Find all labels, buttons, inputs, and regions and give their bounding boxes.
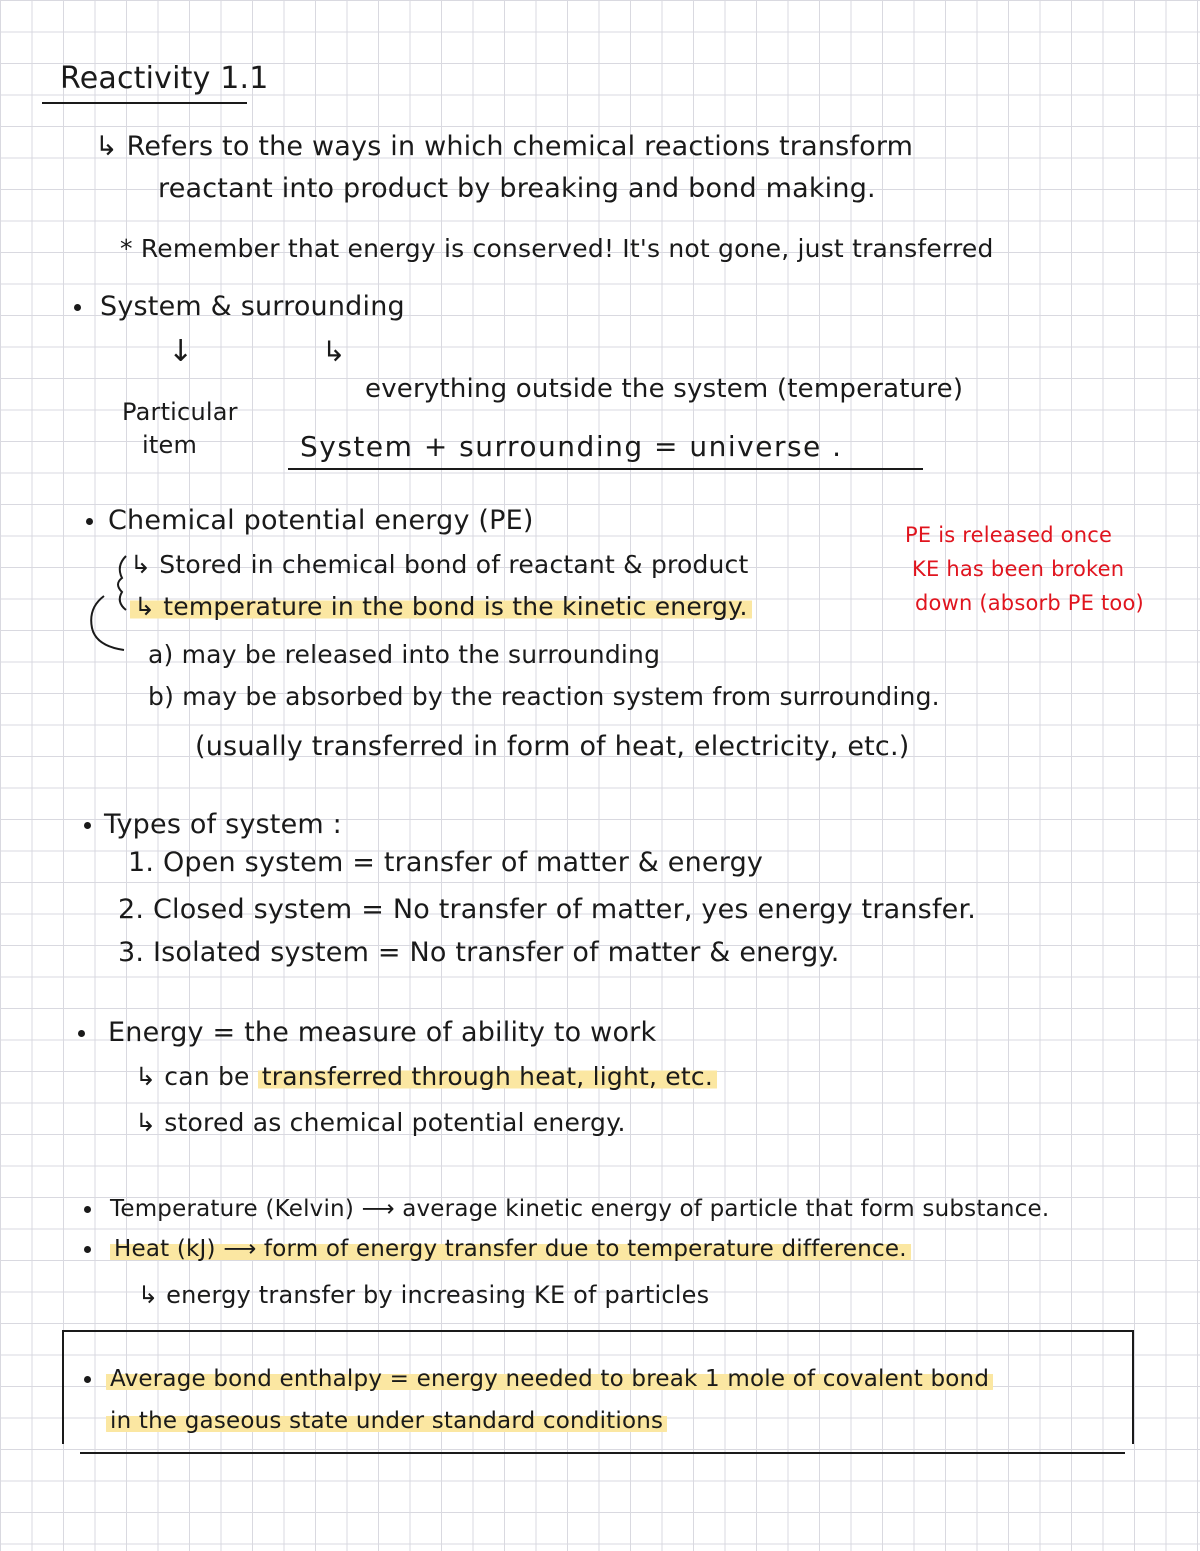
types-isolated: 3. Isolated system = No transfer of matter & energy. — [118, 937, 840, 968]
chemical-pe-heading: Chemical potential energy (PE) — [108, 505, 534, 536]
bond-enthalpy-line-2 — [106, 1404, 667, 1438]
temperature-line: Temperature (Kelvin) ⟶ average kinetic energy of particle that form substance. — [110, 1196, 1050, 1222]
highlight: ↳ temperature in the bond is the kinetic energy. — [130, 592, 752, 621]
system-heading: System & surrounding — [100, 291, 405, 322]
side-note-line-2: KE has been broken — [912, 557, 1125, 581]
energy-transferred-prefix: ↳ can be — [135, 1062, 258, 1091]
title-underline — [42, 102, 247, 104]
heat-sub: ↳ energy transfer by increasing KE of particles — [138, 1281, 710, 1309]
bullet-system — [74, 304, 81, 311]
heat-line — [110, 1232, 911, 1266]
bullet-temperature — [84, 1206, 91, 1213]
bullet-types — [84, 822, 91, 829]
chemical-pe-temperature — [130, 590, 752, 624]
intro-line-2: reactant into product by breaking and bond making. — [158, 173, 876, 204]
bullet-energy — [78, 1030, 85, 1037]
bond-enthalpy-line-1 — [106, 1362, 993, 1396]
energy-transferred — [135, 1060, 717, 1094]
chemical-pe-a: a) may be released into the surrounding — [148, 640, 661, 669]
page-title: Reactivity 1.1 — [60, 61, 269, 96]
types-open: 1. Open system = transfer of matter & energy — [128, 847, 764, 878]
energy-stored: ↳ stored as chemical potential energy. — [135, 1108, 626, 1137]
highlight: Average bond enthalpy = energy needed to break 1 mole of covalent bond — [106, 1366, 993, 1392]
intro-note: * Remember that energy is conserved! It's not gone, just transferred — [120, 234, 994, 263]
system-left-label-1: Particular — [122, 398, 238, 426]
chemical-pe-stored: ↳ Stored in chemical bond of reactant & product — [130, 550, 749, 579]
curved-arrow-icon: ↳ — [322, 335, 346, 368]
system-right-label: everything outside the system (temperature) — [365, 374, 964, 404]
bullet-chemical-pe — [86, 518, 93, 525]
box-bottom-line — [80, 1452, 1125, 1454]
bullet-bond-enthalpy — [84, 1376, 91, 1383]
side-note-line-1: PE is released once — [905, 523, 1113, 547]
chemical-pe-b: b) may be absorbed by the reaction system from surrounding. — [148, 682, 940, 711]
intro-line-1: ↳ Refers to the ways in which chemical reactions transform — [95, 131, 914, 162]
chemical-pe-usually: (usually transferred in form of heat, electricity, etc.) — [195, 731, 910, 762]
highlight: in the gaseous state under standard conditions — [106, 1408, 667, 1434]
highlight: Heat (kJ) ⟶ form of energy transfer due to temperature difference. — [110, 1236, 911, 1262]
system-left-label-2: item — [142, 431, 198, 459]
energy-heading: Energy = the measure of ability to work — [108, 1017, 657, 1048]
equation-underline — [288, 468, 923, 470]
highlight: transferred through heat, light, etc. — [258, 1062, 717, 1091]
types-closed: 2. Closed system = No transfer of matter, yes energy transfer. — [118, 894, 977, 925]
system-equation: System + surrounding = universe . — [300, 430, 843, 463]
bullet-heat — [84, 1246, 91, 1253]
types-heading: Types of system : — [104, 809, 342, 840]
side-note-line-3: down (absorb PE too) — [915, 591, 1144, 615]
down-arrow-icon: ↓ — [168, 334, 194, 369]
